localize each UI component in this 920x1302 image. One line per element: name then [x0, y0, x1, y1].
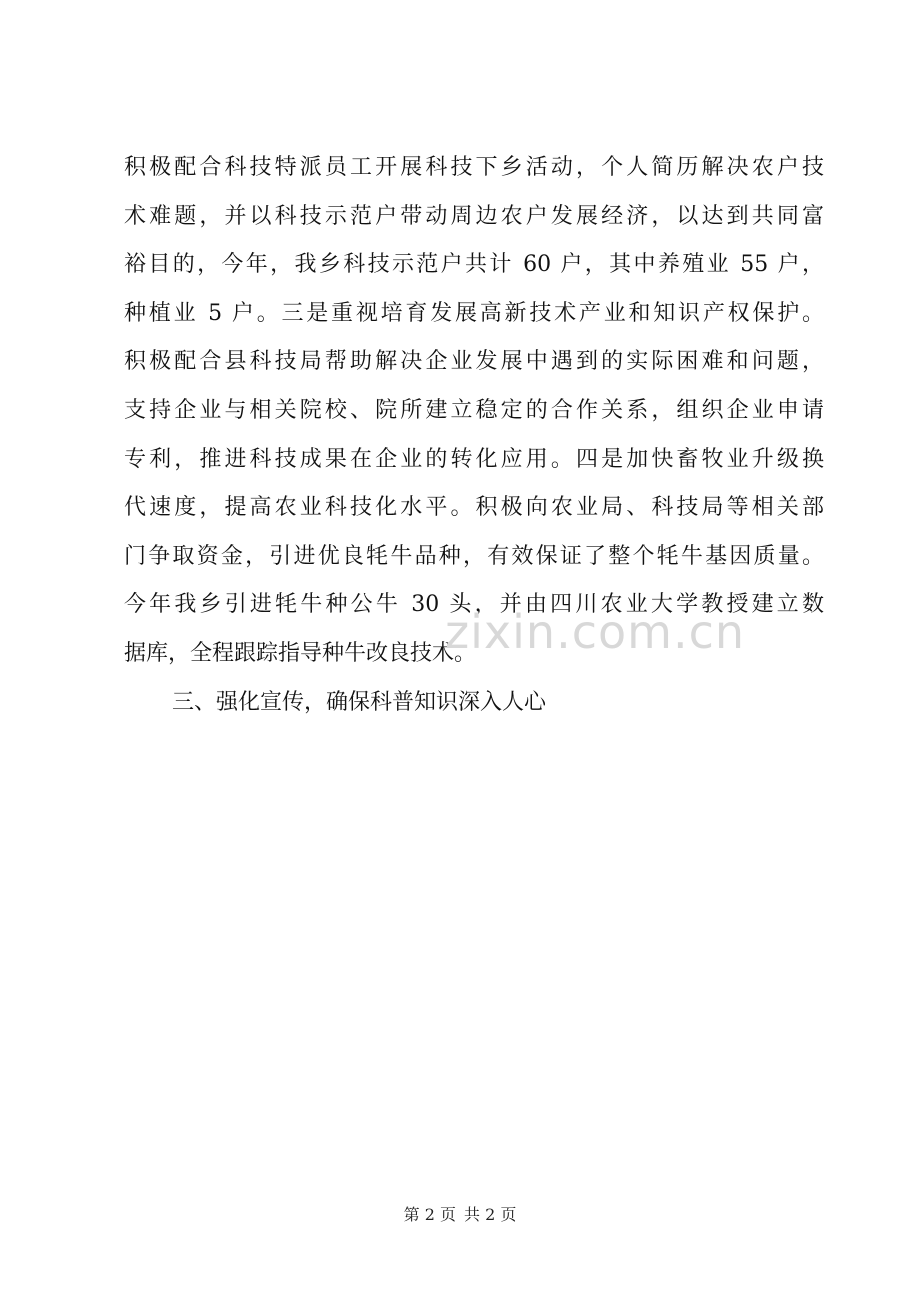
paragraph-line: 术难题，并以科技示范户带动周边农户发展经济，以达到共同富 — [124, 203, 824, 229]
paragraph-line: 裕目的，今年，我乡科技示范户共计 60 户，其中养殖业 55 户， — [124, 252, 824, 278]
paragraph-line: 支持企业与相关院校、院所建立稳定的合作关系，组织企业申请 — [124, 397, 824, 423]
paragraph-line: 门争取资金，引进优良牦牛品种，有效保证了整个牦牛基因质量。 — [124, 543, 824, 569]
section-heading: 三、强化宣传，确保科普知识深入人心 — [172, 689, 547, 715]
paragraph-line: 专利，推进科技成果在企业的转化应用。四是加快畜牧业升级换 — [124, 446, 824, 472]
paragraph-line: 种植业 5 户。三是重视培育发展高新技术产业和知识产权保护。 — [124, 300, 824, 326]
page-number: 第 2 页 — [403, 1205, 456, 1224]
page-footer — [0, 1202, 920, 1225]
paragraph-line: 今年我乡引进牦牛种公牛 30 头，并由四川农业大学教授建立数 — [124, 592, 824, 618]
paragraph-line: 积极配合县科技局帮助解决企业发展中遇到的实际困难和问题， — [124, 349, 824, 375]
paragraph-line: 据库，全程跟踪指导种牛改良技术。 — [124, 640, 477, 666]
page-total: 共 2 页 — [464, 1205, 517, 1224]
paragraph-line: 积极配合科技特派员工开展科技下乡活动，个人简历解决农户技 — [124, 155, 824, 180]
watermark-text: zixin.com.cn — [445, 605, 746, 659]
paragraph-line: 代速度，提高农业科技化水平。积极向农业局、科技局等相关部 — [124, 495, 824, 521]
